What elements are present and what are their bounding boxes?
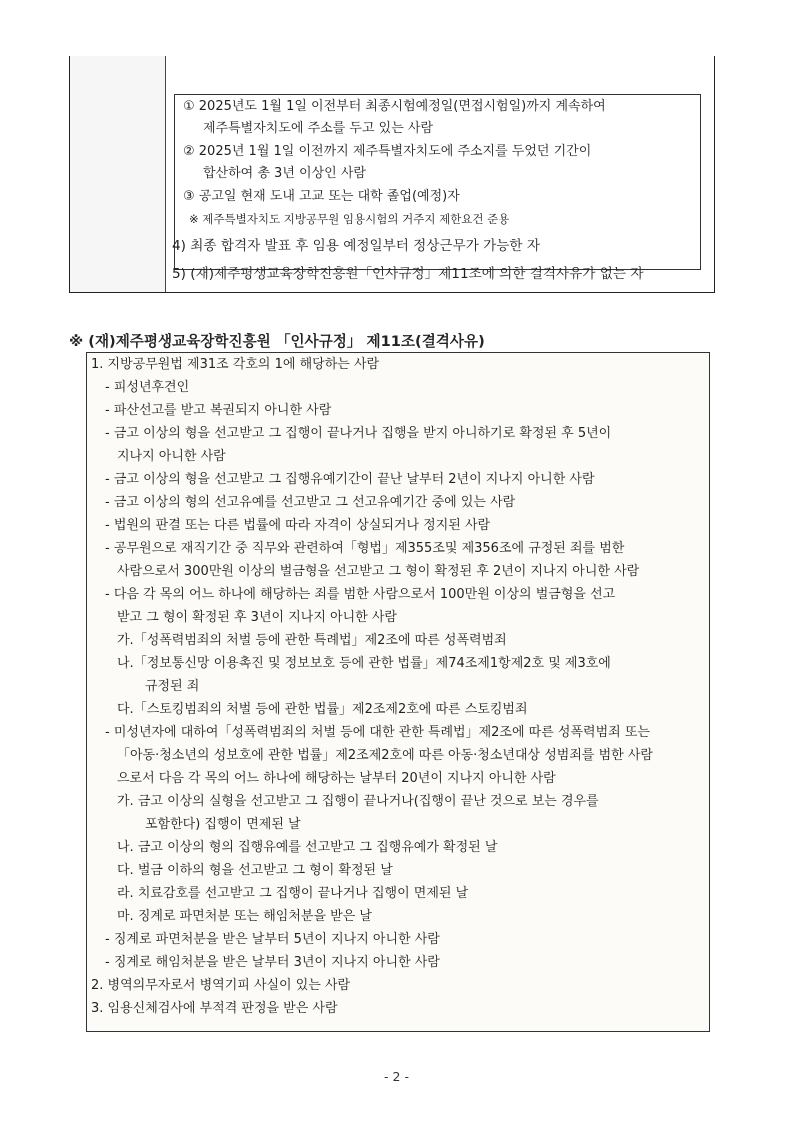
rule-line: 1. 지방공무원법 제31조 각호의 1에 해당하는 사람 — [91, 357, 380, 372]
disqualification-heading: ※ (재)제주평생교육장학진흥원 「인사규정」 제11조(결격사유) — [69, 333, 485, 350]
rule-line: - 금고 이상의 형의 선고유예를 선고받고 그 선고유예기간 중에 있는 사람 — [105, 495, 516, 510]
residency-condition-2-cont: 합산하여 총 3년 이상인 사람 — [203, 166, 366, 181]
residency-condition-1: ① 2025년도 1월 1일 이전부터 최종시험예정일(면접시험일)까지 계속하여 — [183, 99, 606, 114]
eligibility-label-cell — [70, 56, 166, 292]
eligibility-item-4: 4) 최종 합격자 발표 후 임용 예정일부터 정상근무가 가능한 자 — [172, 238, 540, 254]
rule-line: 「아동·청소년의 성보호에 관한 법률」제2조제2호에 따른 아동·청소년대상 성범죄를 범한 사람 — [117, 748, 653, 763]
residency-condition-2: ② 2025년 1월 1일 이전까지 제주특별자치도에 주소지를 두었던 기간이 — [183, 144, 592, 159]
rule-line: - 공무원으로 재직기간 중 직무와 관련하여「형법」제355조및 제356조에 규정된 죄를 범한 — [105, 541, 625, 556]
page-number: - 2 - — [384, 1069, 409, 1084]
rule-line: 으로서 다음 각 목의 어느 하나에 해당하는 날부터 20년이 지나지 아니한 사람 — [117, 771, 556, 786]
rule-line: 나. 금고 이상의 형의 집행유예를 선고받고 그 집행유예가 확정된 날 — [117, 840, 498, 855]
rule-line: 가. 금고 이상의 실형을 선고받고 그 집행이 끝나거나(집행이 끝난 것으로 보는 경우를 — [117, 794, 599, 809]
rule-line: 사람으로서 300만원 이상의 벌금형을 선고받고 그 형이 확정된 후 2년이 지나지 아니한 사람 — [117, 564, 640, 579]
rule-line: 3. 임용신체검사에 부적격 판정을 받은 사람 — [91, 1001, 338, 1016]
rule-line: 받고 그 형이 확정된 후 3년이 지나지 아니한 사람 — [117, 610, 397, 625]
rule-line: - 파산선고를 받고 복권되지 아니한 사람 — [105, 403, 332, 418]
rule-line: - 미성년자에 대하여「성폭력범죄의 처벌 등에 대한 관한 특례법」제2조에 따른 성폭력범죄 또는 — [105, 725, 650, 740]
disqualification-box — [86, 352, 710, 1032]
rule-line: 규정된 죄 — [145, 679, 200, 694]
rule-line: 라. 치료감호를 선고받고 그 집행이 끝나거나 집행이 면제된 날 — [117, 886, 469, 901]
rule-line: - 피성년후견인 — [105, 380, 190, 395]
eligibility-item-5: 5) (재)제주평생교육장학진흥원「인사규정」제11조에 의한 결격사유가 없는 자 — [172, 266, 644, 282]
rule-line: 지나지 아니한 사람 — [117, 449, 226, 464]
rule-line: 나.「정보통신망 이용촉진 및 정보보호 등에 관한 법률」제74조제1항제2호 및 제3호에 — [117, 656, 611, 671]
rule-line: - 법원의 판결 또는 다른 법률에 따라 자격이 상실되거나 정지된 사람 — [105, 518, 491, 533]
rule-line: - 다음 각 목의 어느 하나에 해당하는 죄를 범한 사람으로서 100만원 이상의 벌금형을 선고 — [105, 587, 616, 602]
rule-line: 다.「스토킹범죄의 처벌 등에 관한 법률」제2조제2호에 따른 스토킹범죄 — [117, 702, 528, 717]
rule-line: 마. 징계로 파면처분 또는 해임처분을 받은 날 — [117, 909, 372, 924]
rule-line: - 징계로 해임처분을 받은 날부터 3년이 지나지 아니한 사람 — [105, 955, 440, 970]
rule-line: - 금고 이상의 형을 선고받고 그 집행유예기간이 끝난 날부터 2년이 지나지 아니한 사람 — [105, 472, 595, 487]
residency-condition-1-cont: 제주특별자치도에 주소를 두고 있는 사람 — [203, 121, 434, 136]
residency-note: ※ 제주특별자치도 지방공무원 임용시험의 거주지 제한요건 준용 — [189, 212, 510, 226]
residency-condition-3: ③ 공고일 현재 도내 고교 또는 대학 졸업(예정)자 — [183, 189, 460, 204]
rule-line: - 징계로 파면처분을 받은 날부터 5년이 지나지 아니한 사람 — [105, 932, 440, 947]
eligibility-table — [69, 56, 715, 293]
rule-line: 가.「성폭력범죄의 처벌 등에 관한 특례법」제2조에 따른 성폭력범죄 — [117, 633, 507, 648]
rule-line: 포함한다) 집행이 면제된 날 — [145, 817, 301, 832]
eligibility-content-cell — [167, 56, 714, 292]
rule-line: 다. 벌금 이하의 형을 선고받고 그 형이 확정된 날 — [117, 863, 393, 878]
rule-line: - 금고 이상의 형을 선고받고 그 집행이 끝나거나 집행을 받지 아니하기로 확정된 후 5년이 — [105, 426, 612, 441]
rule-line: 2. 병역의무자로서 병역기피 사실이 있는 사람 — [91, 978, 351, 993]
